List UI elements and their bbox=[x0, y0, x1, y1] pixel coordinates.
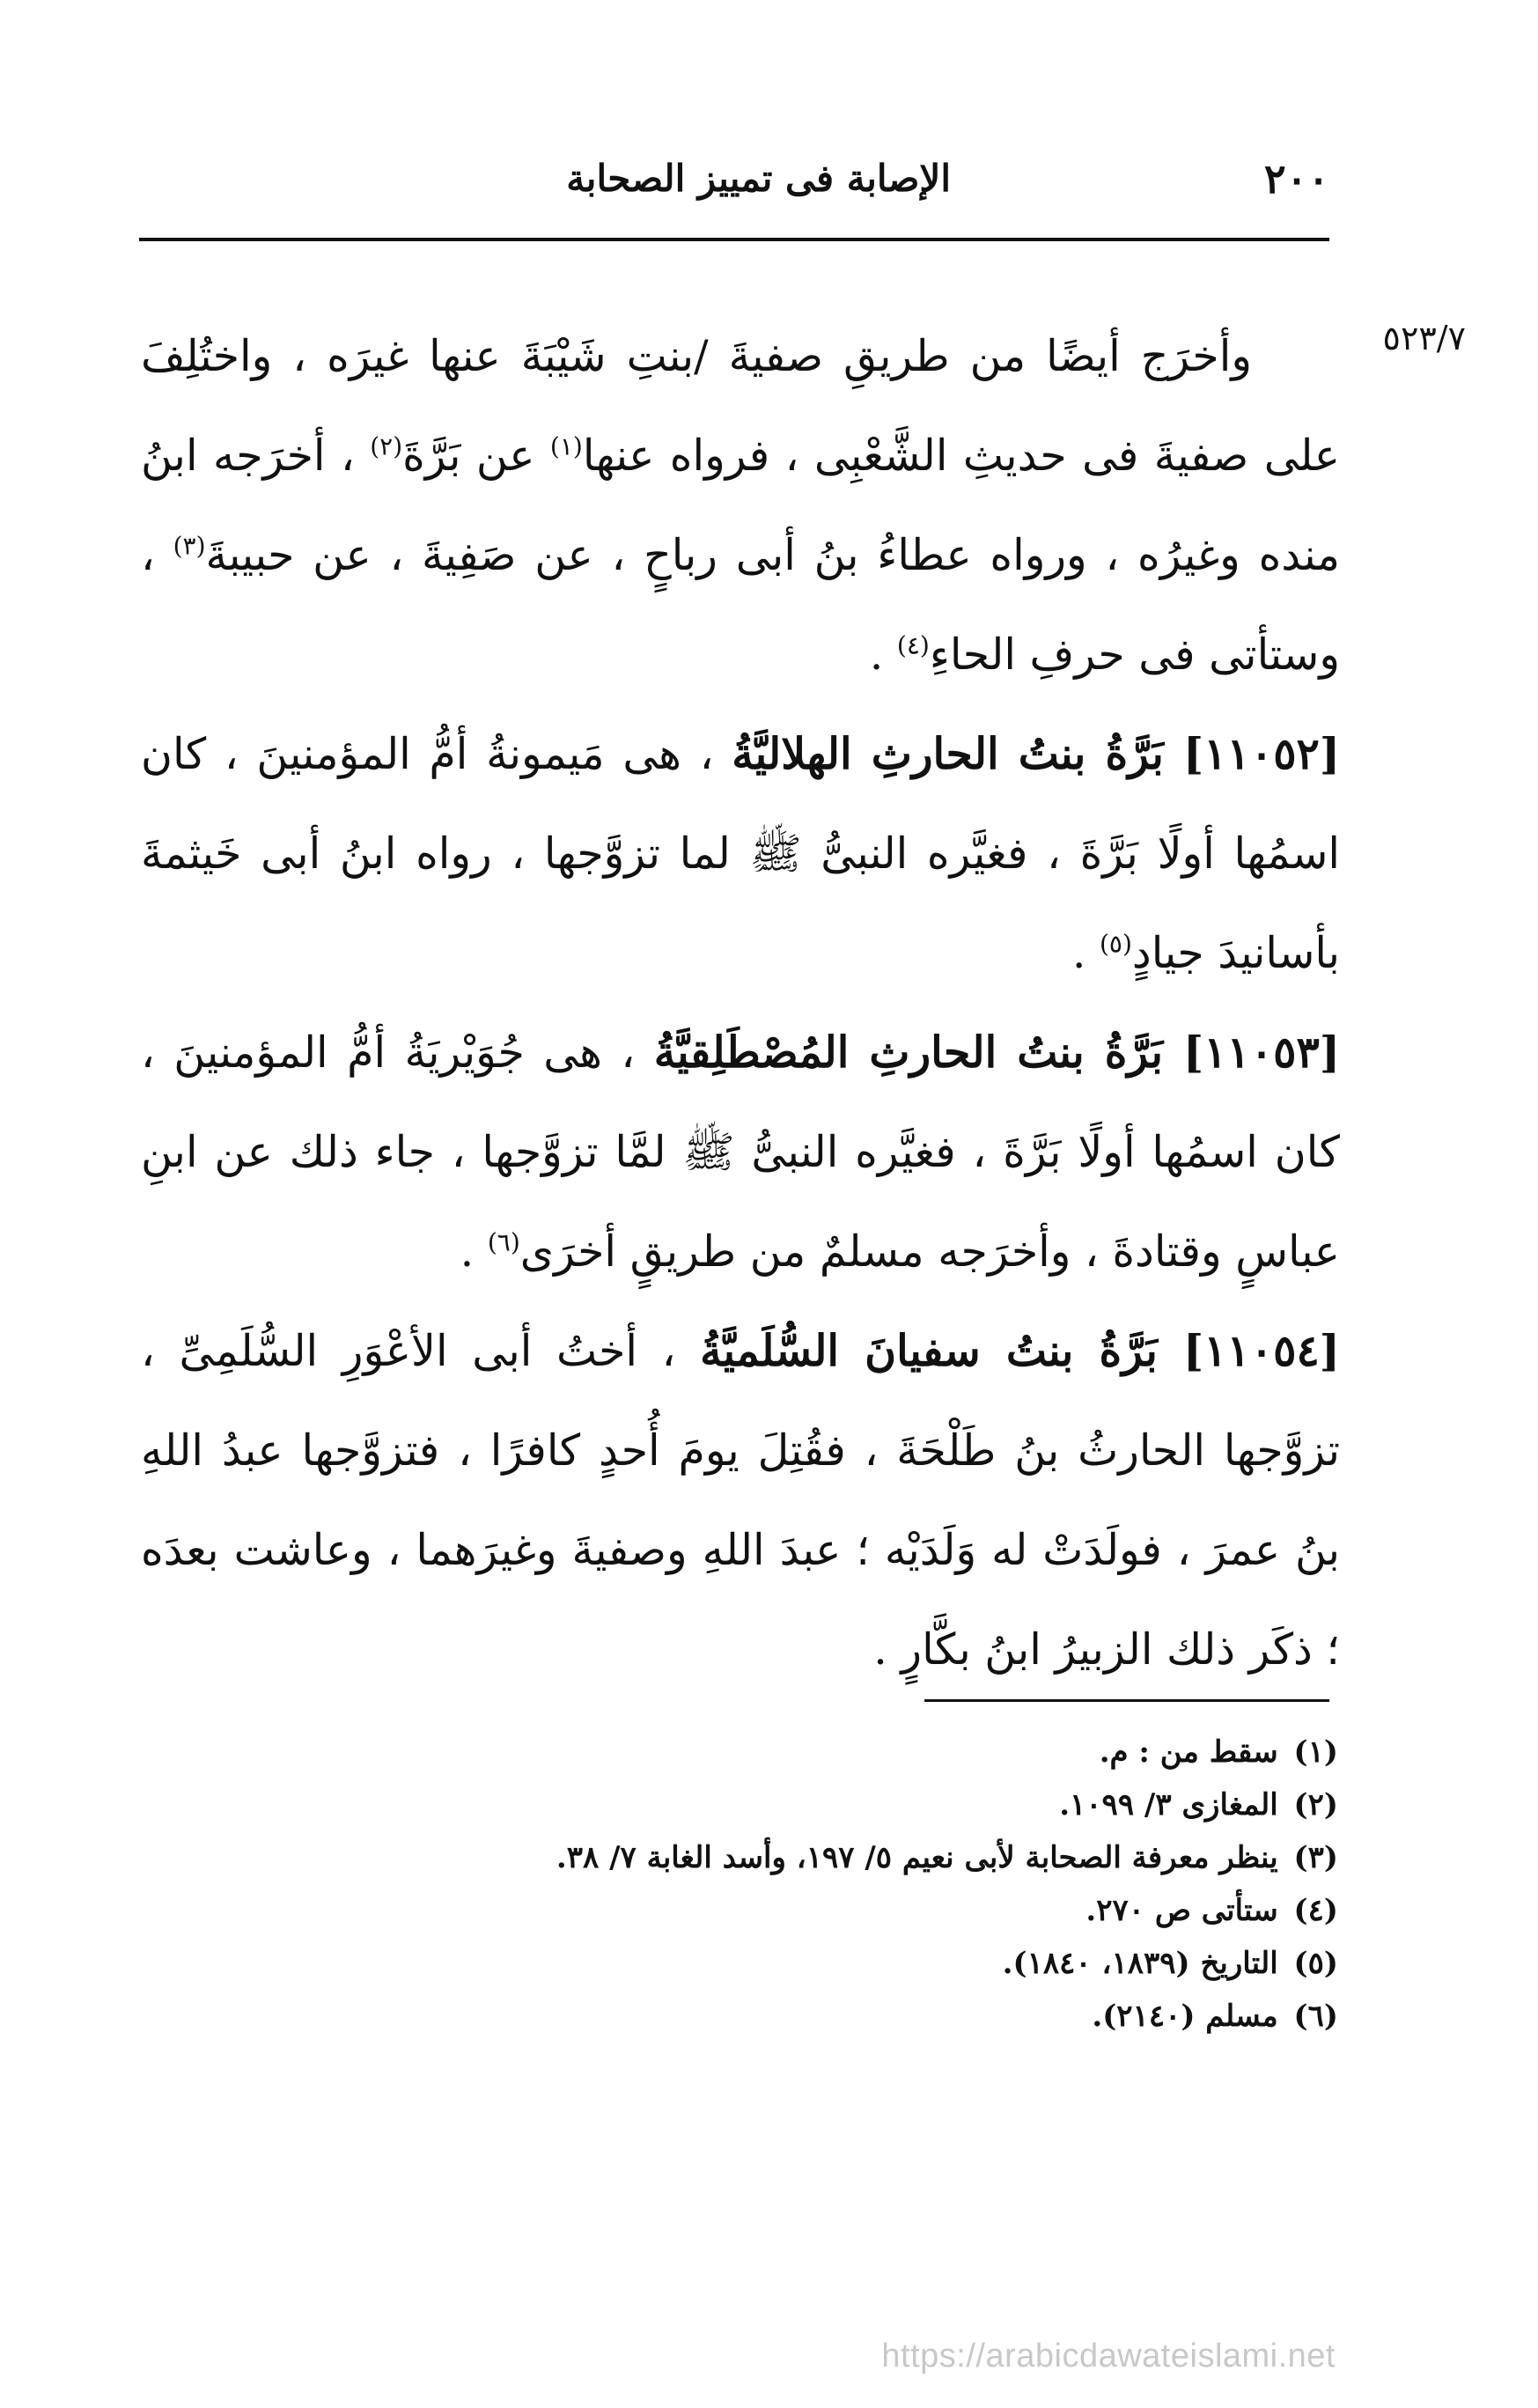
header-rule bbox=[139, 238, 1329, 241]
footnote-text: التاريخ (١٨٣٩، ١٨٤٠). bbox=[1002, 1946, 1278, 1981]
footnote-number: (٤) bbox=[1293, 1893, 1338, 1928]
footnote-ref: (٣) bbox=[173, 531, 206, 561]
footnote-3 bbox=[139, 1831, 1338, 1884]
margin-reference-text: ٥٢٣/٧ bbox=[1382, 319, 1466, 357]
footnote-1 bbox=[139, 1726, 1338, 1778]
footnote-4 bbox=[139, 1884, 1338, 1937]
paragraph-text: عن بَرَّةَ bbox=[402, 431, 550, 481]
footnote-number: (٥) bbox=[1293, 1946, 1338, 1981]
entry-heading: [١١٠٥٤] بَرَّةُ بنتُ سفيانَ السُّلَميَّةُ bbox=[700, 1325, 1340, 1376]
footnote-ref: (٦) bbox=[487, 1227, 520, 1257]
footnote-ref: (٢) bbox=[370, 431, 403, 461]
footnote-number: (٦) bbox=[1293, 1999, 1338, 2034]
footnote-ref: (١) bbox=[549, 431, 583, 461]
footnote-text: مسلم (٢١٤٠). bbox=[1092, 1999, 1278, 2034]
paragraph-text: ، وستأتى فى حرفِ الحاءِ bbox=[141, 530, 1340, 680]
entry-11052 bbox=[141, 704, 1340, 1003]
entry-text: ، هى جُوَيْريَةُ أمُّ المؤمنينَ ، كان اسمُها أولًا بَرَّةَ ، فغيَّره النبىُّ ﷺ لمَّا تزوَّجها ، جاء ذلك عن ابنِ عباسٍ وقتادةَ ، وأخرَجه مسلمٌ من طريقٍ أخرَى bbox=[141, 1027, 1340, 1277]
entry-11053 bbox=[141, 1003, 1340, 1301]
entry-11054 bbox=[141, 1301, 1340, 1699]
entry-text: . bbox=[1071, 928, 1100, 978]
footnote-number: (١) bbox=[1293, 1734, 1338, 1770]
page-header bbox=[139, 148, 1329, 210]
entry-text: ، أختُ أبى الأعْوَرِ السُّلَمِىِّ ، تزوَّجها الحارثُ بنُ طَلْحَةَ ، فقُتِلَ يومَ أُحدٍ كافرًا ، فتزوَّجها عبدُ اللهِ بنُ عمرَ ، فولَدَتْ له وَلَدَيْه ؛ عبدَ اللهِ وصفيةَ وغيرَهما ، وعاشت بعدَه ؛ ذكَر ذلك الزبيرُ ابنُ بكَّارٍ . bbox=[141, 1326, 1340, 1675]
entry-heading: [١١٠٥٣] بَرَّةُ بنتُ الحارثِ المُصْطَلِقيَّةُ bbox=[653, 1027, 1340, 1078]
footnote-text: سقط من : م. bbox=[1099, 1734, 1278, 1770]
footnotes bbox=[139, 1726, 1338, 2043]
entry-text: . bbox=[460, 1226, 488, 1277]
footnote-number: (٣) bbox=[1293, 1840, 1338, 1875]
footnote-text: المغازى ٣/ ١٠٩٩. bbox=[1059, 1787, 1278, 1823]
entry-text: ، هى مَيمونةُ أمُّ المؤمنينَ ، كان اسمُها أولًا بَرَّةَ ، فغيَّره النبىُّ ﷺ لما تزوَّجها ، رواه ابنُ أبى خَيثمةَ بأسانيدَ جيادٍ bbox=[141, 729, 1340, 978]
entry-heading: [١١٠٥٢] بَرَّةُ بنتُ الحارثِ الهلاليَّةُ bbox=[732, 728, 1341, 779]
footnote-ref: (٤) bbox=[896, 630, 930, 660]
footnote-5 bbox=[139, 1937, 1338, 1990]
body-text bbox=[141, 306, 1340, 1699]
page-number: ٢٠٠ bbox=[1263, 155, 1329, 203]
footnote-2 bbox=[139, 1778, 1338, 1831]
footnote-number: (٢) bbox=[1293, 1787, 1338, 1823]
running-title: الإصابة فى تمييز الصحابة bbox=[566, 157, 951, 200]
paragraph-text: وأخرَج أيضًا من طريقِ صفيةَ /بنتِ شَيْبَةَ عنها غيرَه ، واختُلِفَ على صفيةَ فى حديثِ الشَّعْبِى ، فرواه عنها bbox=[141, 331, 1340, 481]
footnote-ref: (٥) bbox=[1099, 929, 1132, 959]
paragraph-text: ، أخرَجه ابنُ منده وغيرُه ، ورواه عطاءُ بنُ أبى رباحٍ ، عن صَفِيةَ ، عن حبيبةَ bbox=[141, 431, 1340, 580]
watermark-url: https://arabicdawateislami.net bbox=[881, 2338, 1336, 2375]
footnote-text: ينظر معرفة الصحابة لأبى نعيم ٥/ ١٩٧، وأسد الغابة ٧/ ٣٨. bbox=[556, 1840, 1278, 1875]
paragraph-text: . bbox=[869, 630, 897, 680]
footnote-6 bbox=[139, 1990, 1338, 2043]
paragraph-intro bbox=[141, 306, 1340, 704]
footnote-rule bbox=[924, 1699, 1329, 1702]
footnote-text: ستأتى ص ٢٧٠. bbox=[1085, 1893, 1278, 1928]
